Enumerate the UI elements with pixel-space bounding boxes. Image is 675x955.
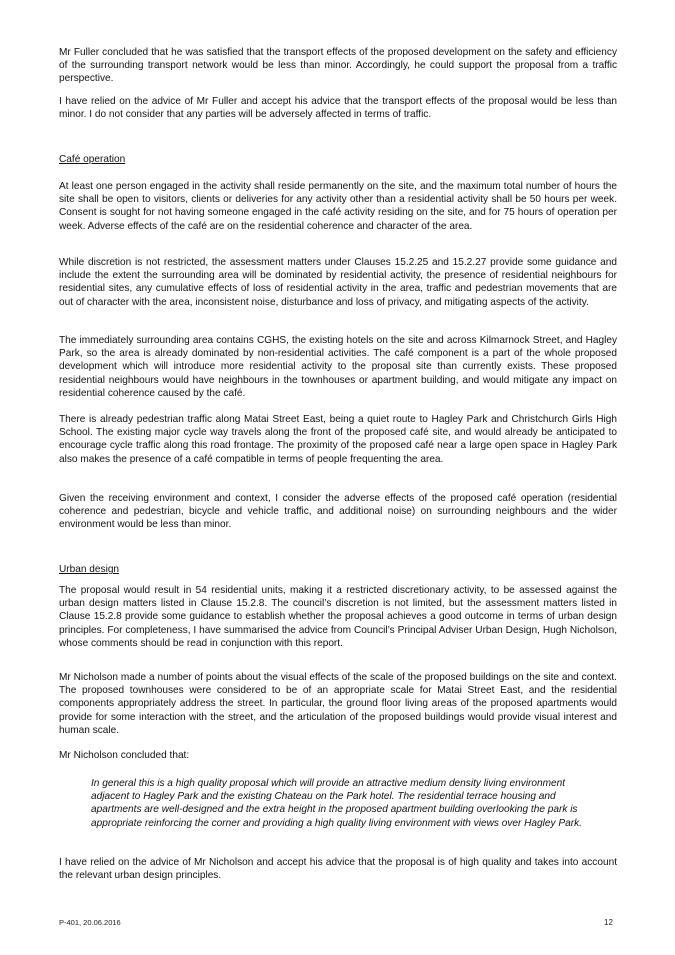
paragraph-nicholson-advice: I have relied on the advice of Mr Nicholson and accept his advice that the proposal is of high quality and takes into account the relevant urban design principles. — [59, 857, 617, 882]
page-number: 12 — [604, 918, 613, 927]
quote-text: In general this is a high quality proposal which will provide an attractive medium density living environment adjacent to Hagley Park and the existing Chateau on the Park hotel. The residential terrace housing and apartments are well-designed and the extra height in the proposed apartment building overlooking the park is appropriate reinforcing the corner and providing a high quality living environment with views over Hagley Park. — [91, 778, 582, 829]
paragraph — [59, 413, 617, 466]
paragraph — [59, 671, 617, 737]
urban-design-heading: Urban design — [59, 564, 120, 575]
paragraph-cafe-conclusion: Given the receiving environment and context, I consider the adverse effects of the proposed café operation (residential coherence and pedestrian, bicycle and vehicle traffic, and additional noise) on surrounding neighbours and the wider environment would be less than minor. — [59, 493, 617, 531]
footer-reference: P-401, 20.06.2016 — [59, 918, 121, 927]
paragraph-nicholson-points: Mr Nicholson made a number of points about the visual effects of the scale of the proposed buildings on the site and context. The proposed townhouses were considered to be of an appropriate scale for Matai Street East, and the residential components appropriately address the street. In particular, the ground floor living areas of the proposed apartments would provide for some interaction with the street, and the articulation of the proposed buildings would provide visual interest and human scale. — [59, 672, 617, 736]
section-heading — [59, 149, 617, 167]
paragraph-assessment-matters: While discretion is not restricted, the assessment matters under Clauses 15.2.25 and 15.2.27 provide some guidance and include the extent the surrounding area will be dominated by residential activity, the presence of residential neighbours for residential sites, any cumulative effects of loss of residential activity in the area, traffic and pedestrian movements that are out of character with the area, inconsistent noise, disturbance and loss of privacy, and mitigating aspects of the activity. — [59, 257, 617, 308]
paragraph-urban-design-proposal: The proposal would result in 54 residential units, making it a restricted discretionary activity, to be assessed against the urban design matters listed in Clause 15.2.8. The council’s discretion is not limited, but the assessment matters listed in Clause 15.2.8 provide some guidance to establish whether the proposal achieves a good outcome in terms of urban design principles. For completeness, I have summarised the advice from Council’s Principal Adviser Urban Design, Hugh Nicholson, whose comments should be read in conjunction with this report. — [59, 585, 617, 649]
paragraph-fuller-advice: I have relied on the advice of Mr Fuller and accept his advice that the transport effects of the proposal would be less than minor. I do not consider that any parties will be adversely affected in terms of traffic. — [59, 96, 617, 121]
paragraph-nicholson-concluded: Mr Nicholson concluded that: — [59, 750, 190, 761]
paragraph — [59, 584, 617, 650]
block-quote — [91, 777, 601, 830]
paragraph — [59, 256, 617, 309]
paragraph-surrounding-area: The immediately surrounding area contains CGHS, the existing hotels on the site and across Kilmarnock Street, and Hagley Park, so the area is already dominated by non-residential activities. The café component is a part of the whole proposed development which will introduce more residential activity to the proposal site than currently exists. These proposed residential neighbours would have neighbours in the townhouses or apartment building, and would mitigate any impact on residential coherence caused by the café. — [59, 335, 617, 399]
cafe-operation-heading: Café operation — [59, 154, 126, 165]
paragraph-fuller-conclusion: Mr Fuller concluded that he was satisfied that the transport effects of the proposed development on the safety and efficiency of the surrounding transport network would be less than minor. Accordingly, he could support the proposal from a traffic perspective. — [59, 47, 617, 85]
paragraph-pedestrian-traffic: There is already pedestrian traffic along Matai Street East, being a quiet route to Hagley Park and Christchurch Girls High School. The existing major cycle way travels along the front of the proposed café site, and would already be anticipated to encourage cycle traffic along this road frontage. The proximity of the proposed café near a large open space in Hagley Park also makes the presence of a café compatible in terms of people frequenting the area. — [59, 414, 617, 465]
paragraph — [59, 856, 617, 882]
paragraph — [59, 95, 617, 121]
paragraph — [59, 46, 617, 86]
paragraph — [59, 334, 617, 400]
paragraph — [59, 492, 617, 532]
paragraph — [59, 749, 617, 762]
section-heading — [59, 559, 617, 577]
paragraph — [59, 180, 617, 233]
paragraph-cafe-rules: At least one person engaged in the activity shall reside permanently on the site, and the maximum total number of hours the site shall be open to visitors, clients or deliveries for any activity other than a residential activity shall be 50 hours per week. Consent is sought for not having someone engaged in the café activity residing on the site, and for 75 hours of operation per week. Adverse effects of the café are on the residential coherence and character of the area. — [59, 181, 617, 232]
